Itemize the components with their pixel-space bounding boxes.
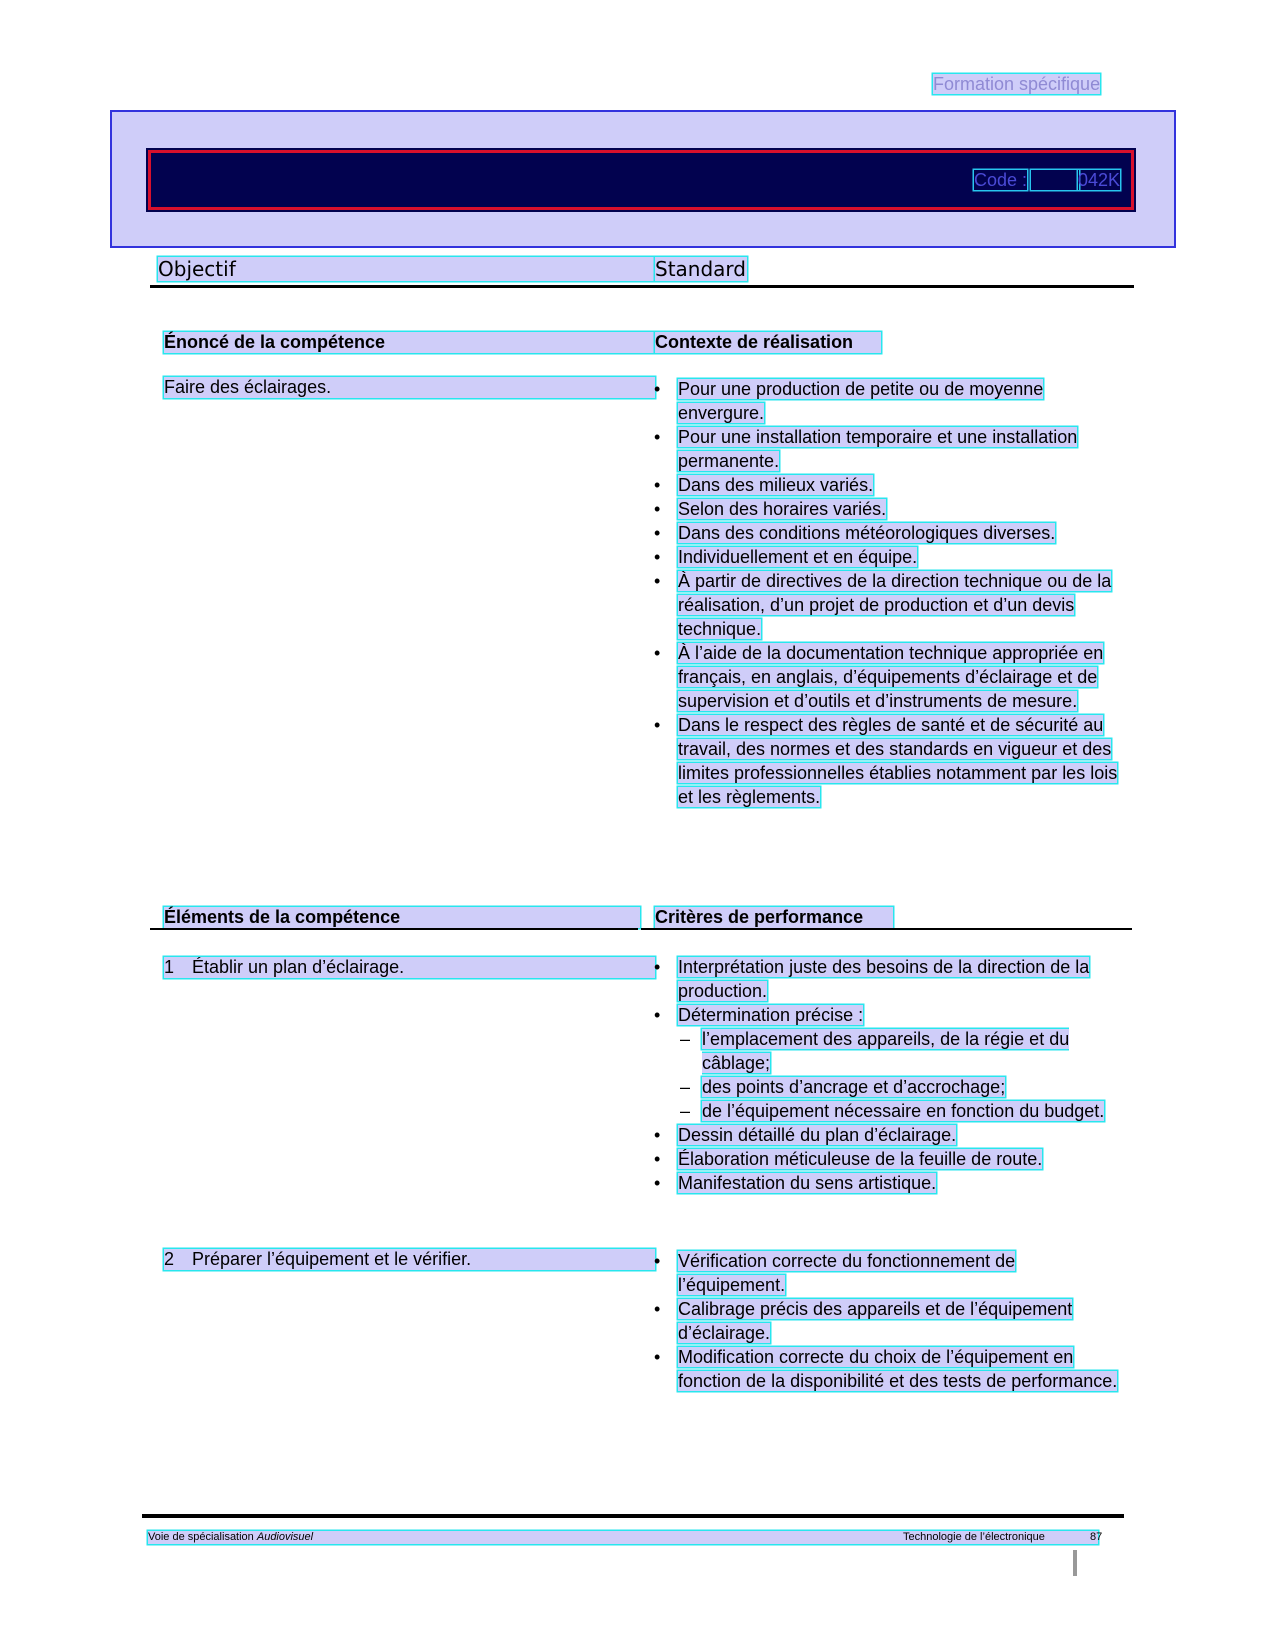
sub-criteria-item (678, 1099, 1124, 1123)
element-1-label: Établir un plan d’éclairage. (192, 957, 405, 977)
competence-statement: Faire des éclairages. (164, 377, 655, 398)
dash-icon: – (680, 1029, 691, 1049)
criteria-item (654, 1123, 1124, 1147)
criteria-text: Manifestation du sens artistique. (678, 1173, 937, 1193)
criteria-text: Calibrage précis des appareils et de l’équipement d’éclairage. (678, 1299, 1073, 1343)
sub-criteria-text: des points d’ancrage et d’accrochage; (702, 1077, 1006, 1097)
code-value: 042K (1078, 170, 1121, 190)
criteria-text: Interprétation juste des besoins de la direction de la production. (678, 957, 1090, 1001)
criteria-item (654, 1003, 1124, 1123)
section-label: Formation spécifique (933, 74, 1101, 94)
criteria-list-2 (654, 1249, 1124, 1393)
element-1-number: 1 (164, 957, 175, 977)
text-cursor (1073, 1550, 1077, 1576)
criteria-item (654, 1147, 1124, 1171)
criteria-text: À partir de directives de la direction technique ou de la réalisation, d’un projet de production et d’un devis technique. (678, 571, 1112, 639)
criteria-text: Dessin détaillé du plan d’éclairage. (678, 1125, 957, 1145)
bullet-icon: • (654, 1125, 661, 1145)
criteria-item (654, 569, 1124, 641)
criteria-item (654, 497, 1124, 521)
criteria-text: Modification correcte du choix de l’équipement en fonction de la disponibilité et des tests de performance. (678, 1347, 1118, 1391)
elements-heading: Éléments de la compétence (164, 907, 640, 928)
criteria-item (654, 521, 1124, 545)
element-2 (164, 1249, 655, 1270)
code-spacer (1031, 170, 1079, 190)
dash-icon: – (680, 1101, 691, 1121)
bullet-icon: • (654, 379, 661, 399)
dash-icon: – (680, 1077, 691, 1097)
footer-page-number: 87 (1090, 1531, 1103, 1543)
footer-right: Technologie de l’électronique (903, 1531, 1045, 1543)
criteria-text: Dans le respect des règles de santé et de sécurité au travail, des normes et des standards en vigueur et des limites professionnelles établies notamment par les lois et les règlements. (678, 715, 1118, 807)
sub-criteria-item (678, 1075, 1124, 1099)
code-label: Code : (974, 170, 1028, 190)
column-heading-standard: Standard (655, 257, 746, 281)
criteria-item (654, 713, 1124, 809)
criteria-text: Dans des conditions météorologiques diverses. (678, 523, 1056, 543)
bullet-icon: • (654, 427, 661, 447)
footer-left-italic: Audiovisuel (256, 1531, 314, 1543)
bullet-icon: • (654, 1173, 661, 1193)
criteria-text: Selon des horaires variés. (678, 499, 887, 519)
criteria-text: Détermination précise : (678, 1005, 864, 1025)
criteria-item (654, 1345, 1124, 1393)
column-heading-rule (150, 285, 1134, 288)
element-2-number: 2 (164, 1249, 175, 1269)
criteria-item (654, 473, 1124, 497)
criteria-heading: Critères de performance (655, 907, 893, 928)
bullet-icon: • (654, 1347, 661, 1367)
criteria-text: Vérification correcte du fonctionnement de l’équipement. (678, 1251, 1016, 1295)
criteria-item (654, 641, 1124, 713)
criteria-list-1 (654, 955, 1124, 1195)
criteria-item (654, 1171, 1124, 1195)
statement-heading: Énoncé de la compétence (164, 332, 655, 353)
bullet-icon: • (654, 1299, 661, 1319)
criteria-item (654, 955, 1124, 1003)
column-heading-objectif: Objectif (158, 257, 655, 281)
footer-left-prefix: Voie de spécialisation (148, 1531, 257, 1543)
footer-rule (142, 1514, 1124, 1518)
footer-left (148, 1531, 313, 1544)
sub-criteria-text: l’emplacement des appareils, de la régie et du câblage; (702, 1029, 1070, 1073)
bullet-icon: • (654, 1005, 661, 1025)
bullet-icon: • (654, 547, 661, 567)
bullet-icon: • (654, 571, 661, 591)
bullet-icon: • (654, 715, 661, 735)
bullet-icon: • (654, 1149, 661, 1169)
element-1 (164, 957, 655, 978)
criteria-text: Individuellement et en équipe. (678, 547, 918, 567)
element-2-label: Préparer l’équipement et le vérifier. (192, 1249, 472, 1269)
elements-rule-right (641, 928, 1132, 930)
bullet-icon: • (654, 643, 661, 663)
criteria-item (654, 545, 1124, 569)
sub-criteria-list (678, 1027, 1124, 1123)
criteria-item (654, 425, 1124, 473)
elements-rule-left (150, 928, 638, 930)
sub-criteria-item (678, 1027, 1124, 1075)
criteria-text: À l’aide de la documentation technique appropriée en français, en anglais, d’équipements d’éclairage et de supervision et d’outils et d’instruments de mesure. (678, 643, 1104, 711)
sub-criteria-text: de l’équipement nécessaire en fonction du budget. (702, 1101, 1105, 1121)
criteria-item (654, 377, 1124, 425)
criteria-item (654, 1249, 1124, 1297)
criteria-text: Dans des milieux variés. (678, 475, 874, 495)
bullet-icon: • (654, 523, 661, 543)
criteria-text: Élaboration méticuleuse de la feuille de route. (678, 1149, 1043, 1169)
context-heading: Contexte de réalisation (655, 332, 881, 353)
bullet-icon: • (654, 475, 661, 495)
bullet-icon: • (654, 1251, 661, 1271)
criteria-text: Pour une installation temporaire et une installation permanente. (678, 427, 1078, 471)
bullet-icon: • (654, 499, 661, 519)
bullet-icon: • (654, 957, 661, 977)
criteria-item (654, 1297, 1124, 1345)
context-list (654, 377, 1124, 809)
criteria-text: Pour une production de petite ou de moyenne envergure. (678, 379, 1044, 423)
